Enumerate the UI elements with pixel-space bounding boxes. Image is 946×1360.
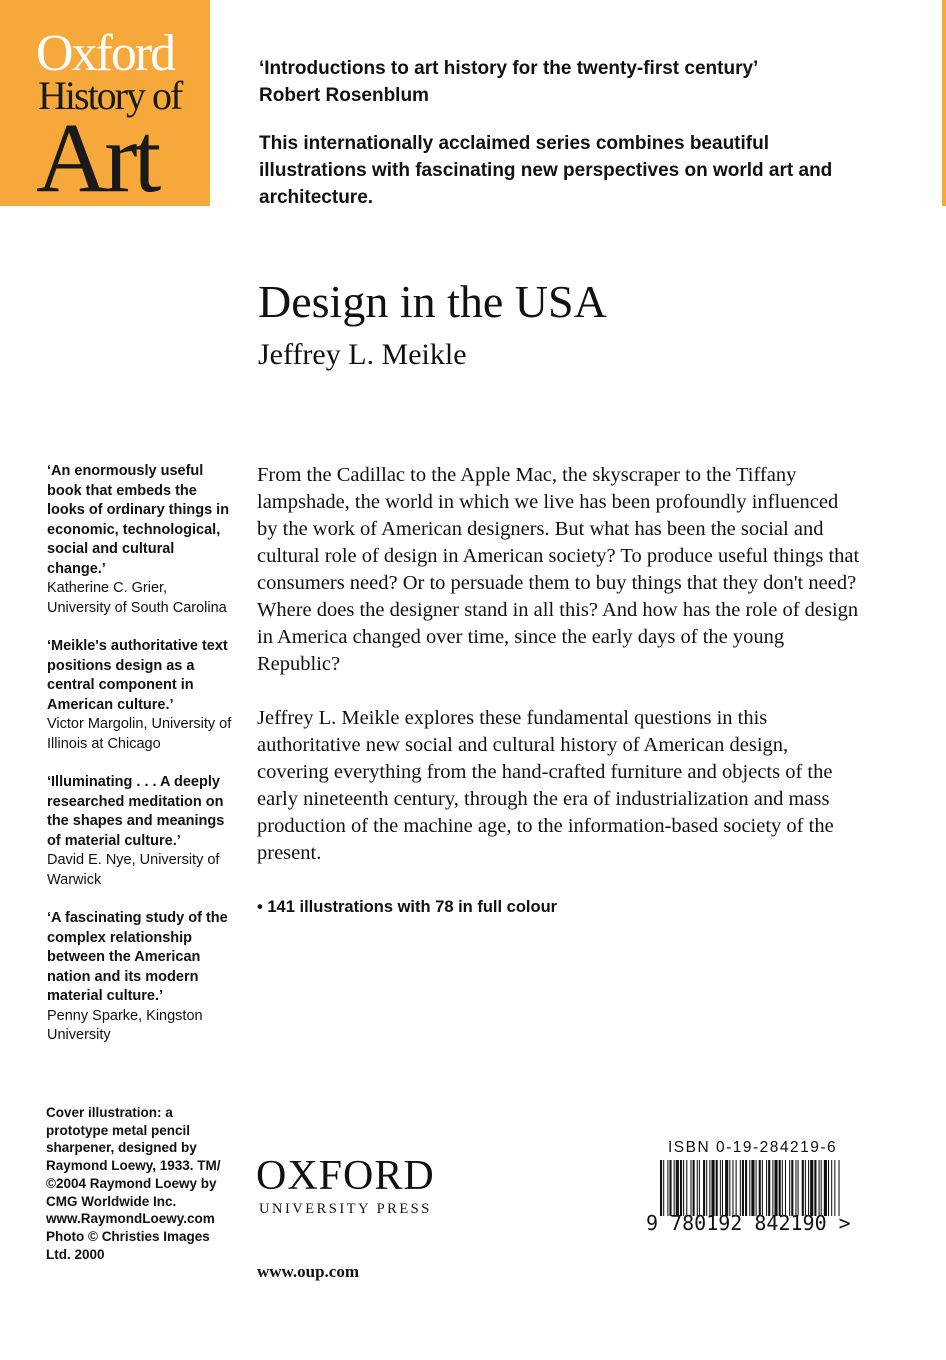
- barcode-bar: [808, 1160, 809, 1216]
- description-paragraph: From the Cadillac to the Apple Mac, the skyscraper to the Tiffany lampshade, the world in which we live has been profoundly influenced by the work of American designers. But what has been the social and cultural role of design in American society? To produce useful things that consumers need? Or to persuade them to buy things that they don't need? Where does the designer stand in all this? And how has the role of design in America changed over time, since the early days of the young Republic?: [257, 464, 860, 675]
- book-author: Jeffrey L. Meikle: [258, 338, 467, 371]
- review-quote: ‘Meikle's authoritative text positions design as a central component in American culture.’: [47, 638, 228, 713]
- barcode-bar: [762, 1160, 763, 1216]
- bullet-text: 141 illustrations with 78 in full colour: [267, 898, 558, 916]
- barcode-bar: [834, 1160, 835, 1216]
- barcode-bar: [802, 1160, 804, 1216]
- barcode-bar: [676, 1160, 679, 1216]
- barcode-bar: [791, 1160, 793, 1216]
- barcode: [660, 1160, 840, 1216]
- barcode-bar: [740, 1160, 741, 1216]
- barcode-bar: [745, 1160, 747, 1216]
- barcode-bar: [729, 1160, 730, 1216]
- barcode-bar: [709, 1160, 710, 1216]
- barcode-bar: [680, 1160, 682, 1216]
- barcode-bar: [774, 1160, 777, 1216]
- barcode-bar: [749, 1160, 750, 1216]
- barcode-bar: [660, 1160, 662, 1216]
- book-title: Design in the USA: [258, 276, 607, 327]
- barcode-bar: [699, 1160, 700, 1216]
- barcode-bar: [690, 1160, 691, 1216]
- barcode-bar: [669, 1160, 671, 1216]
- publisher-website: www.oup.com: [257, 1262, 360, 1281]
- barcode-bar: [683, 1160, 684, 1216]
- barcode-bar: [693, 1160, 695, 1216]
- review-blurb: [47, 909, 232, 1046]
- barcode-bar: [824, 1160, 827, 1216]
- review-source: Victor Margolin, University of Illinois at Chicago: [47, 716, 232, 752]
- review-source: Penny Sparke, Kingston University: [47, 1007, 203, 1043]
- publisher-name: OXFORD: [256, 1153, 435, 1199]
- review-source: David E. Nye, University of Warwick: [47, 852, 220, 888]
- review-source: Katherine C. Grier, University of South Carolina: [47, 580, 227, 616]
- barcode-bar: [720, 1160, 721, 1216]
- barcode-bar: [722, 1160, 723, 1216]
- bullet-icon: •: [257, 898, 263, 916]
- barcode-bar: [697, 1160, 698, 1216]
- review-blurbs: [47, 462, 232, 1065]
- barcode-bar: [795, 1160, 796, 1216]
- series-quote-text: ‘Introductions to art history for the twenty-first century’: [259, 58, 759, 79]
- barcode-bar: [674, 1160, 675, 1216]
- barcode-bar: [742, 1160, 744, 1216]
- review-quote: ‘An enormously useful book that embeds the looks of ordinary things in economic, technological, social and cultural change.’: [47, 463, 230, 577]
- barcode-bar: [736, 1160, 737, 1216]
- logo-history-of: History of: [38, 73, 182, 118]
- barcode-bar: [839, 1160, 840, 1216]
- barcode-bar: [779, 1160, 781, 1216]
- barcode-bar: [821, 1160, 822, 1216]
- barcode-bar: [756, 1160, 757, 1216]
- review-quote: ‘A fascinating study of the complex relationship between the American nation and its modern material culture.’: [47, 910, 228, 1004]
- barcode-number: 9 780192 842190 >: [646, 1211, 851, 1235]
- series-logo: [0, 0, 210, 213]
- publisher-subtitle: UNIVERSITY PRESS: [259, 1201, 432, 1217]
- logo-oxford: Oxford: [36, 25, 175, 82]
- barcode-bar: [766, 1160, 767, 1216]
- barcode-bar: [819, 1160, 820, 1216]
- series-quote-author: Robert Rosenblum: [259, 85, 429, 106]
- barcode-bar: [810, 1160, 813, 1216]
- barcode-bar: [805, 1160, 806, 1216]
- barcode-bar: [785, 1160, 786, 1216]
- barcode-bar: [725, 1160, 728, 1216]
- barcode-bar: [703, 1160, 705, 1216]
- barcode-bar: [686, 1160, 687, 1216]
- barcode-bar: [828, 1160, 829, 1216]
- barcode-bar: [798, 1160, 799, 1216]
- review-quote: ‘Illuminating . . . A deeply researched meditation on the shapes and meanings of material culture.’: [47, 774, 225, 849]
- barcode-bar: [782, 1160, 783, 1216]
- barcode-bar: [768, 1160, 770, 1216]
- barcode-bar: [814, 1160, 816, 1216]
- isbn-label: ISBN 0-19-284219-6: [668, 1139, 838, 1156]
- barcode-bar: [732, 1160, 733, 1216]
- cover-credit: Cover illustration: a prototype metal pencil sharpener, designed by Raymond Loewy, 1933. TM/©2004 Raymond Loewy by CMG Worldwide Inc. www.RaymondLoewy.com Photo © Christies Images Ltd. 2000: [46, 1105, 221, 1262]
- book-description: [257, 462, 862, 894]
- barcode-bar: [716, 1160, 718, 1216]
- barcode-bar: [772, 1160, 773, 1216]
- barcode-bar: [711, 1160, 714, 1216]
- description-paragraph: Jeffrey L. Meikle explores these fundamental questions in this authoritative new social and cultural history of American design, covering everything from the hand-crafted furniture and objects of the early nineteenth century, through the era of industrialization and mass production of the machine age, to the information-based society of the present.: [257, 707, 834, 864]
- barcode-bar: [759, 1160, 761, 1216]
- barcode-bar: [789, 1160, 790, 1216]
- illustrations-bullet: [257, 896, 557, 918]
- review-blurb: [47, 637, 232, 754]
- series-description: This internationally acclaimed series combines beautiful illustrations with fascinating new perspectives on world art and architecture.: [259, 133, 833, 208]
- barcode-bar: [667, 1160, 668, 1216]
- review-blurb: [47, 773, 232, 890]
- barcode-bar: [663, 1160, 664, 1216]
- barcode-bar: [751, 1160, 754, 1216]
- review-blurb: [47, 462, 232, 618]
- barcode-bar: [831, 1160, 832, 1216]
- right-edge-stripe: [942, 0, 946, 206]
- barcode-bar: [706, 1160, 707, 1216]
- series-quote: [259, 55, 899, 109]
- logo-art: Art: [36, 102, 158, 213]
